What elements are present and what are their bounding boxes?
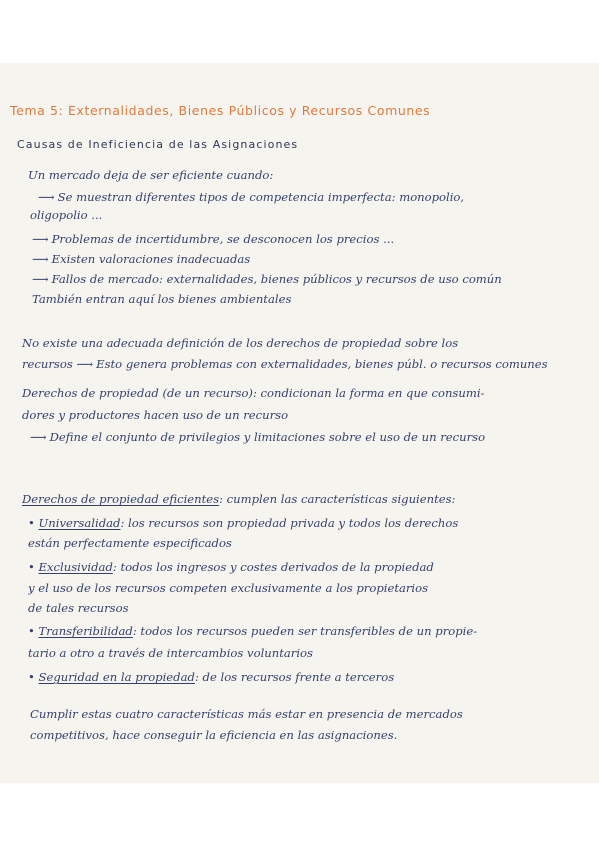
page-title: Tema 5: Externalidades, Bienes Públicos y Recursos Comunes (10, 103, 431, 118)
term-label: Exclusividad (38, 560, 113, 574)
note-line: También entran aquí los bienes ambientales (32, 292, 292, 306)
note-line (32, 271, 599, 287)
bullet-icon: • (28, 516, 35, 530)
note-line (28, 669, 599, 685)
note-text: Se muestran diferentes tipos de competencia imperfecta: monopolio, (57, 190, 465, 204)
note-line (28, 559, 599, 575)
note-line (38, 189, 599, 205)
note-line (22, 491, 599, 507)
bullet-icon: • (28, 670, 35, 684)
arrow-icon: ⟶ (32, 272, 49, 286)
note-line: competitivos, hace conseguir la eficiencia en las asignaciones. (30, 728, 398, 742)
term-label: Derechos de propiedad eficientes (22, 492, 220, 506)
note-line: No existe una adecuada definición de los derechos de propiedad sobre los (22, 336, 459, 350)
note-text: Define el conjunto de privilegios y limitaciones sobre el uso de un recurso (49, 430, 486, 444)
note-text: Fallos de mercado: externalidades, bienes públicos y recursos de uso común (51, 272, 502, 286)
term-label: Universalidad (38, 516, 121, 530)
note-line (28, 623, 599, 639)
note-text: recursos (22, 357, 73, 371)
section-heading: Causas de Ineficiencia de las Asignaciones (17, 138, 299, 151)
bullet-icon: • (28, 560, 35, 574)
note-line: Cumplir estas cuatro características más estar en presencia de mercados (30, 707, 463, 721)
note-line (32, 251, 599, 267)
note-line: Un mercado deja de ser eficiente cuando: (28, 168, 274, 182)
arrow-icon: ⟶ (38, 190, 55, 204)
note-text: Esto genera problemas con externalidades, bienes públ. o recursos comunes (96, 357, 548, 371)
note-line (32, 231, 599, 247)
note-line (30, 429, 599, 445)
note-line: dores y productores hacen uso de un recurso (22, 408, 289, 422)
notebook-page (0, 63, 599, 782)
note-text: Problemas de incertidumbre, se desconocen los precios ... (51, 232, 395, 246)
note-line: están perfectamente especificados (28, 536, 232, 550)
arrow-icon: ⟶ (32, 232, 49, 246)
arrow-icon: ⟶ (76, 357, 94, 371)
note-text: : todos los ingresos y costes derivados de la propiedad (112, 560, 434, 574)
note-text: : todos los recursos pueden ser transferibles de un propie- (132, 624, 478, 638)
note-line: y el uso de los recursos competen exclusivamente a los propietarios (28, 581, 429, 595)
note-text: Existen valoraciones inadecuadas (51, 252, 251, 266)
note-line: de tales recursos (28, 601, 129, 615)
bullet-icon: • (28, 624, 35, 638)
note-line: oligopolio ... (30, 208, 103, 222)
term-label: Transferibilidad (38, 624, 133, 638)
arrow-icon: ⟶ (30, 430, 47, 444)
arrow-icon: ⟶ (32, 252, 49, 266)
term-label: Seguridad en la propiedad (38, 670, 195, 684)
note-text: : cumplen las características siguientes: (219, 492, 456, 506)
note-line: tario a otro a través de intercambios voluntarios (28, 646, 313, 660)
note-text: : los recursos son propiedad privada y todos los derechos (120, 516, 459, 530)
note-line (22, 356, 599, 372)
note-line (28, 515, 599, 531)
note-line: Derechos de propiedad (de un recurso): condicionan la forma en que consumi- (22, 386, 485, 400)
note-text: : de los recursos frente a terceros (194, 670, 395, 684)
